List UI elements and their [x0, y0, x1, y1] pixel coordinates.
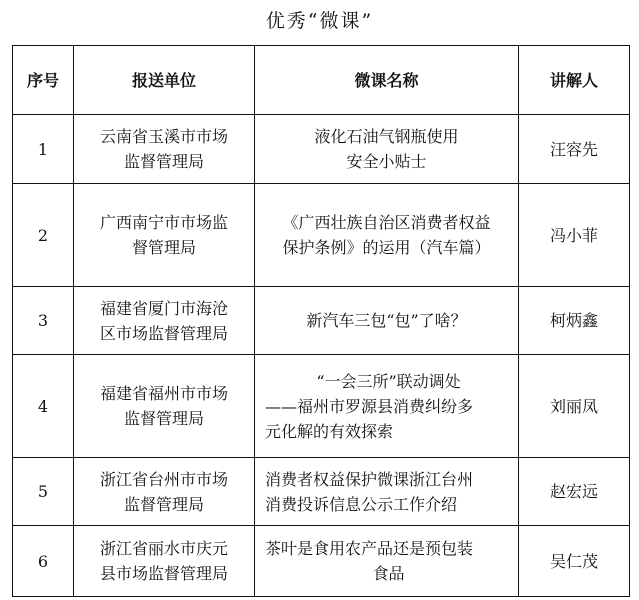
unit-line: 督管理局 [131, 238, 196, 257]
row-lecturer: 刘丽凤 [519, 355, 630, 458]
header-lecturer: 讲解人 [519, 46, 630, 115]
row-no: 1 [13, 115, 74, 184]
unit-line: 监督管理局 [123, 494, 204, 514]
document-title: 优秀“微课” [265, 10, 374, 32]
row-lecturer: 吴仁茂 [519, 526, 630, 597]
table-header-row [13, 46, 630, 115]
row-course [255, 526, 519, 597]
course-line: 茶叶是食用农产品还是预包装 [265, 539, 474, 558]
course-line: “一会三所”联动调处 [316, 371, 461, 391]
table-row [13, 355, 630, 458]
course-line: 新汽车三包“包”了啥？ [306, 311, 467, 330]
unit-line: 浙江省台州市市场 [99, 469, 228, 489]
course-line: 液化石油气钢瓶使用 [314, 127, 459, 146]
course-line: ——福州市罗源县消费纠纷多 [265, 396, 474, 416]
unit-line: 县市场监督管理局 [99, 564, 228, 583]
row-no: 4 [13, 355, 74, 458]
table-row [13, 115, 630, 184]
course-line: 消费投诉信息公示工作介绍 [265, 494, 458, 514]
table-row [13, 458, 630, 526]
unit-line: 广西南宁市市场监 [99, 213, 228, 232]
course-line: 食品 [372, 564, 405, 583]
row-lecturer: 柯炳鑫 [519, 287, 630, 355]
awards-table [12, 45, 630, 597]
row-course [255, 355, 519, 458]
row-no: 5 [13, 458, 74, 526]
row-course [255, 458, 519, 526]
course-line: 安全小贴士 [346, 152, 427, 171]
table-row [13, 184, 630, 287]
course-line: 《广西壮族自治区消费者权益 [282, 213, 491, 232]
unit-line: 区市场监督管理局 [99, 323, 228, 343]
header-no: 序号 [13, 46, 74, 115]
row-lecturer: 冯小菲 [519, 184, 630, 287]
unit-line: 监督管理局 [123, 409, 204, 428]
row-no: 3 [13, 287, 74, 355]
table-row [13, 287, 630, 355]
row-unit [74, 115, 255, 184]
table-row [13, 526, 630, 597]
row-unit [74, 355, 255, 458]
row-unit [74, 526, 255, 597]
row-course [255, 287, 519, 355]
unit-line: 云南省玉溪市市场 [99, 127, 228, 146]
row-unit [74, 184, 255, 287]
row-lecturer: 赵宏远 [519, 458, 630, 526]
unit-line: 福建省厦门市海沧 [99, 298, 228, 318]
unit-line: 监督管理局 [123, 152, 204, 171]
row-no: 6 [13, 526, 74, 597]
row-course [255, 184, 519, 287]
header-course: 微课名称 [255, 46, 519, 115]
row-unit [74, 458, 255, 526]
course-line: 消费者权益保护微课浙江台州 [265, 469, 474, 489]
row-no: 2 [13, 184, 74, 287]
unit-line: 福建省福州市市场 [99, 384, 228, 403]
row-course [255, 115, 519, 184]
course-line: 元化解的有效探索 [265, 421, 394, 441]
course-line: 保护条例》的运用（汽车篇） [282, 238, 491, 257]
row-unit [74, 287, 255, 355]
row-lecturer: 汪容先 [519, 115, 630, 184]
header-unit: 报送单位 [74, 46, 255, 115]
unit-line: 浙江省丽水市庆元 [99, 539, 228, 558]
